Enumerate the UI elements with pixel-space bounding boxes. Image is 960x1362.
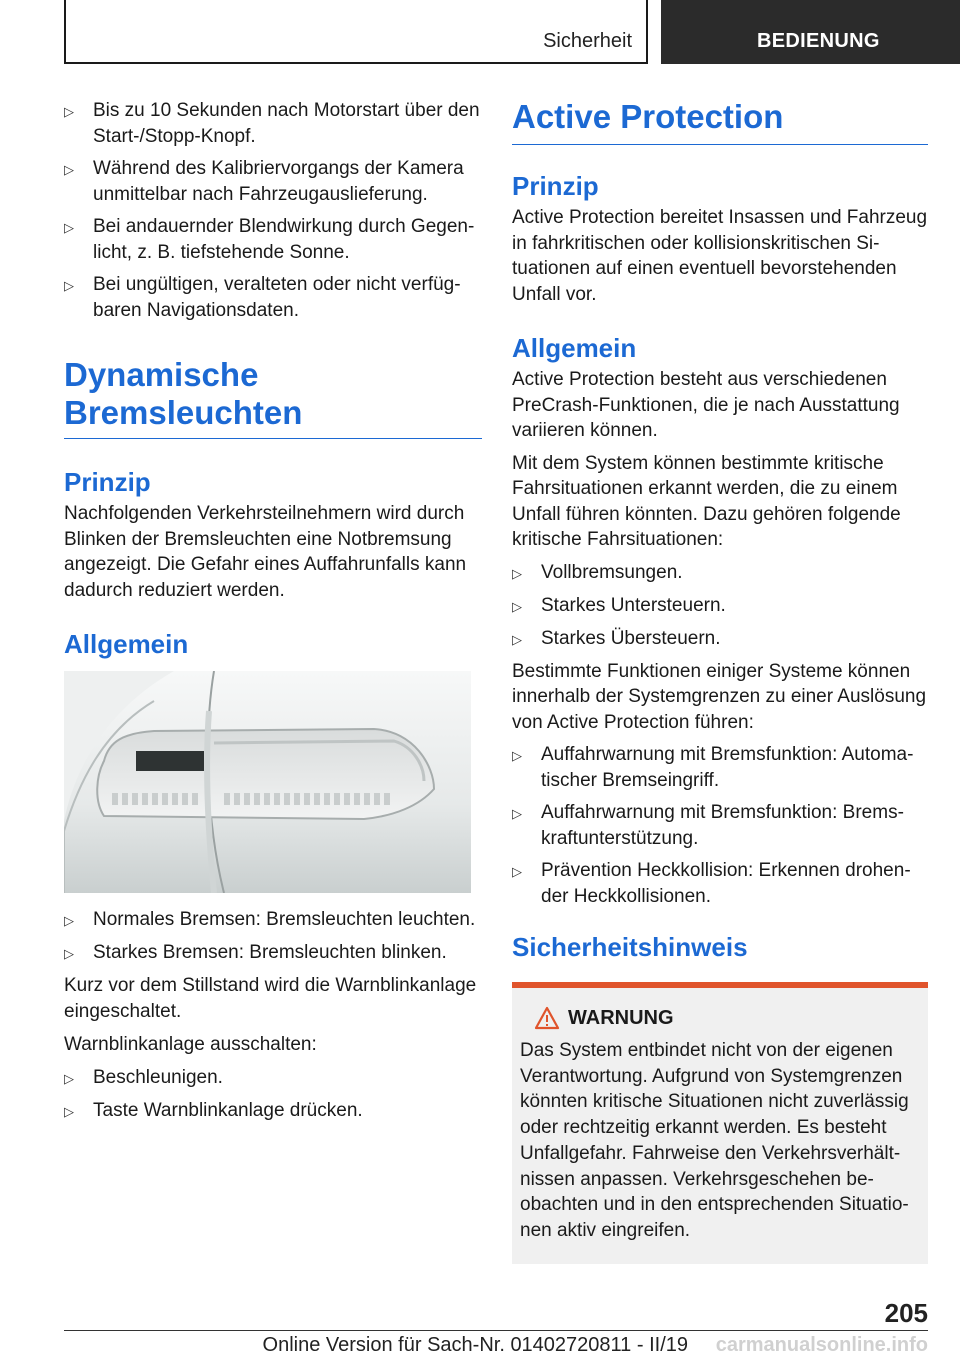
bullet-triangle-icon: ▷: [64, 1103, 74, 1119]
text-stillstand: Kurz vor dem Stillstand wird die Warnblinkanlage eingeschaltet.: [64, 975, 477, 1022]
brake-bullet-text: Normales Bremsen: Bremsleuchten leuchten.: [93, 909, 476, 930]
bullet-triangle-icon: ▷: [64, 1070, 74, 1086]
brake-bullet-text: Starkes Bremsen: Bremsleuchten blinken.: [93, 942, 447, 963]
allgemein-text-1: Active Protection besteht aus verschiedenen PreCrash-Funktionen, die je nach Ausstattung variieren können.: [512, 369, 900, 441]
condition-bullet-text: Bei andauernder Blendwirkung durch Gegenlicht, z. B. tiefstehende Sonne.: [93, 216, 475, 263]
function-bullet-item: [512, 858, 928, 910]
header-chapter-label: BEDIENUNG: [757, 30, 880, 52]
bullet-triangle-icon: ▷: [64, 162, 74, 177]
bullet-triangle-icon: ▷: [512, 806, 522, 821]
bullet-triangle-icon: ▷: [64, 104, 74, 119]
condition-bullet-item: [64, 214, 482, 266]
function-bullet-item: [512, 742, 928, 794]
bullet-triangle-icon: ▷: [512, 748, 522, 763]
situation-bullet-item: [512, 593, 928, 620]
hazard-off-bullet-text: Beschleunigen.: [93, 1066, 223, 1088]
warning-text: Das System entbindet nicht von der eigenen Verantwortung. Aufgrund von Systemgrenzen könnten kritische Situationen nicht zuverlässig oder rechtzeitig erkannt werden. Es besteht Unfallgefahr. Fahrweise den Verkehrsverhältnissen anpassen. Verkehrsgeschehen beobachten und in den entsprechenden Situationen aktiv eingreifen.: [520, 1040, 909, 1241]
condition-bullet-item: [64, 156, 482, 208]
footer-divider: [64, 1330, 928, 1331]
warning-box: [512, 982, 928, 1264]
bullet-triangle-icon: ▷: [512, 631, 522, 647]
situation-bullet-item: [512, 560, 928, 587]
warning-label: WARNUNG: [568, 1006, 674, 1029]
heading-allgemein-right: Allgemein: [512, 333, 637, 363]
heading-prinzip-right: Prinzip: [512, 171, 599, 201]
function-bullet-text: Auffahrwarnung mit Bremsfunktion: Bremskraftunterstützung.: [541, 802, 904, 849]
text-functions: Bestimmte Funktionen einiger Systeme können innerhalb der Systemgrenzen zu einer Auslösung von Active Protection führen:: [512, 660, 927, 733]
heading-sicherheitshinweis: Sicherheitshinweis: [512, 932, 748, 962]
brake-bullet-item: [64, 907, 482, 934]
situation-bullet-text: Vollbremsungen.: [541, 561, 683, 583]
condition-bullet-text: Bis zu 10 Sekunden nach Motorstart über den Start-/Stopp-Knopf.: [93, 100, 480, 147]
watermark: carmanualsonline.info: [715, 1334, 928, 1356]
section-title-dynamic-brake-lights: Dynamische Bremsleuchten: [64, 356, 482, 439]
bullet-triangle-icon: ▷: [64, 946, 74, 961]
function-bullet-item: [512, 800, 928, 852]
bullet-triangle-icon: ▷: [512, 864, 522, 879]
warning-triangle-icon: [532, 1006, 562, 1030]
condition-bullet-text: Während des Kalibriervorgangs der Kamera unmittelbar nach Fahrzeugauslieferung.: [93, 158, 464, 205]
bullet-triangle-icon: ▷: [64, 913, 74, 928]
footer-online-version: Online Version für Sach-Nr. 01402720811 - II/19: [262, 1334, 688, 1356]
function-bullet-text: Auffahrwarnung mit Bremsfunktion: Automatischer Bremseingriff.: [541, 744, 914, 791]
situation-bullet-item: [512, 626, 928, 653]
function-bullet-text: Prävention Heckkollision: Erkennen drohender Heckkollisionen.: [541, 860, 911, 907]
hazard-off-bullet-item: [64, 1098, 482, 1125]
brake-bullet-item: [64, 940, 482, 967]
heading-allgemein-left: Allgemein: [64, 629, 189, 659]
condition-bullet-text: Bei ungültigen, veralteten oder nicht verfügbaren Navigationsdaten.: [93, 274, 461, 321]
hazard-off-bullet-text: Taste Warnblinkanlage drücken.: [93, 1099, 363, 1121]
bullet-triangle-icon: ▷: [64, 220, 74, 235]
header-section-tab: [64, 0, 648, 64]
brake-light-image: [64, 671, 471, 893]
section-title-active-protection: Active Protection: [512, 98, 928, 145]
situation-bullet-text: Starkes Untersteuern.: [541, 594, 726, 616]
prinzip-text-left: Nachfolgenden Verkehrsteilnehmern wird durch Blinken der Bremsleuchten eine Notbremsung angezeigt. Die Gefahr eines Auffahrunfalls kann dadurch reduziert werden.: [64, 503, 467, 601]
bullet-triangle-icon: ▷: [512, 565, 522, 581]
header-section-label: Sicherheit: [543, 30, 632, 52]
prinzip-text-right: Active Protection bereitet Insassen und Fahrzeug in fahrkritischen oder kollisionskritischen Situationen auf einen eventuell bevorstehenden Unfall vor.: [512, 207, 928, 305]
right-column: [512, 98, 928, 1264]
left-column: [64, 98, 482, 1131]
condition-bullet-item: [64, 98, 482, 150]
text-ausschalten: Warnblinkanlage ausschalten:: [64, 1034, 317, 1055]
heading-prinzip-left: Prinzip: [64, 467, 151, 497]
bullet-triangle-icon: ▷: [64, 278, 74, 293]
situation-bullet-text: Starkes Übersteuern.: [541, 627, 721, 649]
page-number: 205: [884, 1298, 928, 1328]
header-chapter-tab: [661, 0, 960, 64]
hazard-off-bullet-item: [64, 1065, 482, 1092]
condition-bullet-item: [64, 272, 482, 324]
allgemein-text-2: Mit dem System können bestimmte kritische Fahrsituationen erkannt werden, die zu einem Unfall führen könnten. Dazu gehören folgende kritische Fahrsituationen:: [512, 452, 901, 550]
bullet-triangle-icon: ▷: [512, 598, 522, 614]
